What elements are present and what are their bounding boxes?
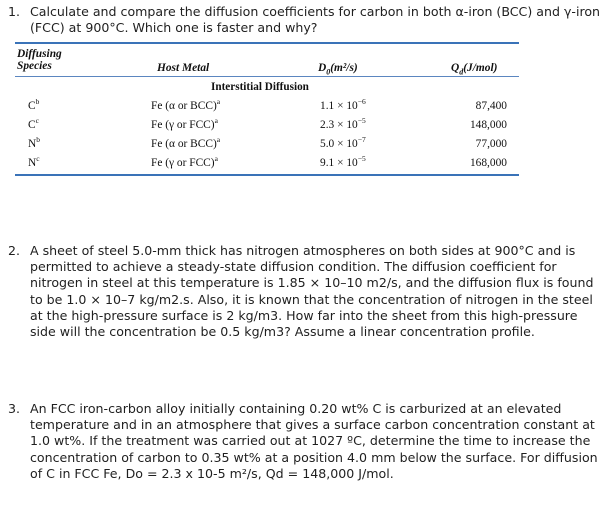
question-1 (8, 4, 604, 36)
question-1-number: 1. (8, 4, 21, 19)
diffusion-data-table (15, 42, 519, 176)
table-bottom-rule (15, 174, 519, 176)
cell-d0: $5.0 \times 10^{-7}$ (320, 135, 366, 150)
cell-d0: $2.3 \times 10^{-5}$ (320, 116, 366, 131)
question-3-number: 3. (8, 401, 21, 416)
cell-host: Fe (α or BCC)$^a$ (151, 97, 221, 112)
cell-host: Fe (γ or FCC)$^a$ (151, 154, 218, 169)
table-header-rule (15, 76, 519, 77)
cell-species: $C^b$ (28, 97, 40, 112)
question-1-text: Calculate and compare the diffusion coefficients for carbon in both α-iron (BCC) and γ-iron (FCC) at 900°C. Which one is faster and why? (30, 4, 601, 36)
table-row (15, 155, 519, 172)
cell-d0: $9.1 \times 10^{-5}$ (320, 154, 366, 169)
table-row (15, 98, 519, 115)
table-row (15, 117, 519, 134)
table-row (15, 136, 519, 153)
cell-species: $N^c$ (28, 154, 40, 169)
cell-qd: 148,000 (469, 119, 507, 131)
header-qd: $Q_d(J/mol)$ (451, 62, 498, 77)
question-3 (8, 401, 604, 482)
header-d0: $D_0(m^2/s)$ (318, 62, 358, 77)
question-3-text: An FCC iron-carbon alloy initially containing 0.20 wt% C is carburized at an elevated temperature and in an atmosphere that gives a surface carbon concentration constant at 1.0 wt%. If the treatment was carried out at 1027 ºC, determine the time to increase the concentration of carbon to 0.35 wt% at a position 4.0 mm below the surface. For diffusion of C in FCC Fe, Do = 2.3 x 10-5 m²/s, Qd = 148,000 J/mol. (30, 401, 598, 481)
header-diffusing-species: Diffusing Species (17, 48, 62, 72)
cell-qd: 77,000 (475, 138, 507, 150)
cell-qd: 87,400 (475, 100, 507, 112)
cell-host: Fe (α or BCC)$^a$ (151, 135, 221, 150)
cell-species: $C^c$ (28, 116, 39, 131)
section-interstitial-diffusion: Interstitial Diffusion (211, 81, 309, 93)
table-top-rule (15, 42, 519, 44)
cell-qd: 168,000 (469, 157, 507, 169)
cell-host: Fe (γ or FCC)$^a$ (151, 116, 218, 131)
header-host-metal: Host Metal (157, 62, 210, 74)
question-2 (8, 243, 604, 340)
question-2-text: A sheet of steel 5.0-mm thick has nitrogen atmospheres on both sides at 900°C and is permitted to achieve a steady-state diffusion condition. The diffusion coefficient for nitrogen in steel at this temperature is 1.85 × 10–10 m2/s, and the diffusion flux is found to be 1.0 × 10–7 kg/m2.s. Also, it is known that the concentration of nitrogen in the steel at the high-pressure surface is 2 kg/m3. How far into the sheet from this high-pressure side will the concentration be 0.5 kg/m3? Assume a linear concentration profile. (30, 243, 594, 340)
cell-d0: $1.1 \times 10^{-6}$ (320, 97, 366, 112)
question-2-number: 2. (8, 243, 21, 258)
cell-species: $N^b$ (28, 135, 40, 150)
